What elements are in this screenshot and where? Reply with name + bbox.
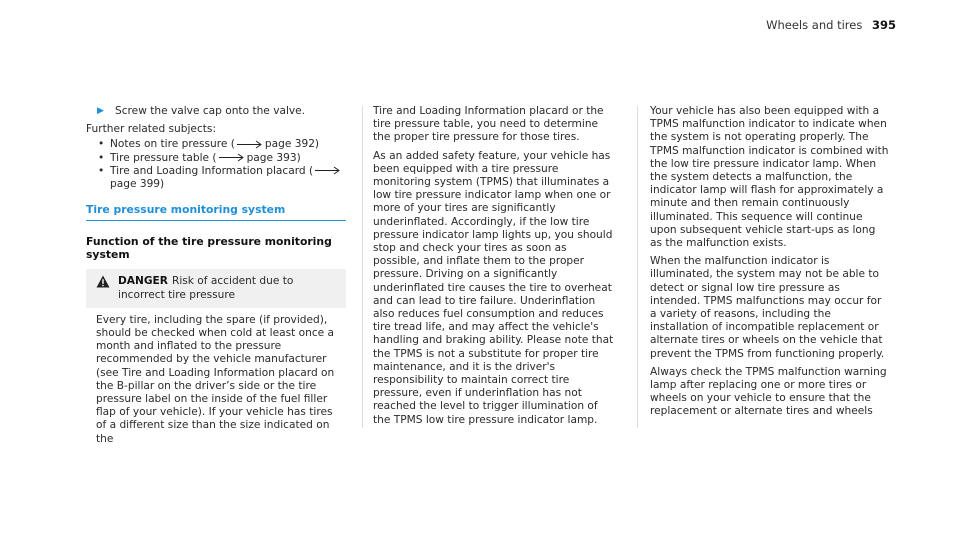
paragraph: When the malfunction indicator is illuminated, the system may not be able to detect or signal low tire pressure as intended. TPMS malfunctions may occur for a variety of reasons, including the installation of incompatible replacement or alternate tires or wheels on the vehicle that prevent the TPMS from functioning properly. (650, 255, 885, 360)
paragraph: Always check the TPMS malfunction warning lamp after replacing one or more tires or wheels on your vehicle to ensure that the replacement or alternate tires and wheels (650, 365, 887, 418)
running-header (766, 18, 896, 32)
column-1 (86, 105, 346, 446)
paragraph: Tire and Loading Information placard or the tire pressure table, you need to determine the proper tire pressure for those tires. (373, 105, 604, 144)
warning-triangle-icon (96, 275, 110, 288)
section-title: Tire pressure monitoring system (86, 203, 346, 221)
list-item[interactable]: • Tire pressure table ( page 393) (98, 151, 301, 164)
page-reference[interactable]: page 392) (264, 138, 320, 151)
danger-text: Risk of accident due to incorrect tire pressure (118, 275, 294, 301)
column-divider-1 (362, 106, 363, 428)
list-item[interactable]: • Notes on tire pressure ( page 392) (98, 138, 320, 151)
paragraph: As an added safety feature, your vehicle has been equipped with a tire pressure monitoring system (TPMS) that illuminates a low tire pressure indicator lamp when one or more of your tires are significantly underinflated. Accordingly, if the low tire pressure indicator lamp lights up, you should stop and check your tires as soon as possible, and inflate them to the proper pressure. Driving on a significantly underinflated tire causes the tire to overheat and can lead to tire failure. Underinflation also reduces fuel consumption and reduces tire tread life, and may affect the vehicle's handling and braking ability. Please note that the TPMS is not a substitute for proper tire maintenance, and it is the driver's responsibility to maintain correct tire pressure, even if underinflation has not reached the level to trigger illumination of the TPMS low tire pressure indicator lamp. (373, 149, 614, 426)
arrow-right-icon (315, 166, 341, 175)
arrow-right-icon (219, 153, 245, 162)
further-label: Further related subjects: (86, 123, 217, 136)
column-2 (373, 105, 616, 432)
list-item[interactable]: • Tire and Loading Information placard (page 399) (98, 165, 346, 191)
play-triangle-icon: ▶ (97, 106, 104, 116)
page-reference[interactable]: page 393) (246, 151, 301, 164)
danger-label: DANGER (118, 275, 168, 288)
header-title: Wheels and tires (766, 18, 863, 32)
related-list (86, 138, 346, 191)
page-reference[interactable]: page 399) (110, 178, 165, 191)
arrow-right-icon (237, 140, 263, 149)
column-divider-2 (637, 106, 638, 428)
subheading: Function of the tire pressure monitoring system (86, 235, 332, 262)
danger-body: Every tire, including the spare (if provided), should be checked when cold at least once a month and inflated to the pressure recommended by the vehicle manufacturer (see Tire and Loading Information placard on the B-pillar on the driver’s side or the tire pressure label on the inside of the fuel filler flap of your vehicle). If your vehicle has tires of a different size than the size indicated on the (96, 313, 335, 445)
page-number: 395 (871, 18, 896, 32)
column-3 (650, 105, 890, 424)
danger-box (86, 269, 346, 307)
paragraph: Your vehicle has also been equipped with a TPMS malfunction indicator to indicate when the system is not operating properly. The TPMS malfunction indicator is combined with the low tire pressure indicator lamp. When the system detects a malfunction, the indicator lamp will flash for approximately a minute and then remain continuously illuminated. This sequence will continue upon subsequent vehicle start-ups as long as the malfunction exists. (650, 105, 889, 250)
step-text: Screw the valve cap onto the valve. (115, 105, 306, 117)
instruction-step (86, 105, 346, 118)
